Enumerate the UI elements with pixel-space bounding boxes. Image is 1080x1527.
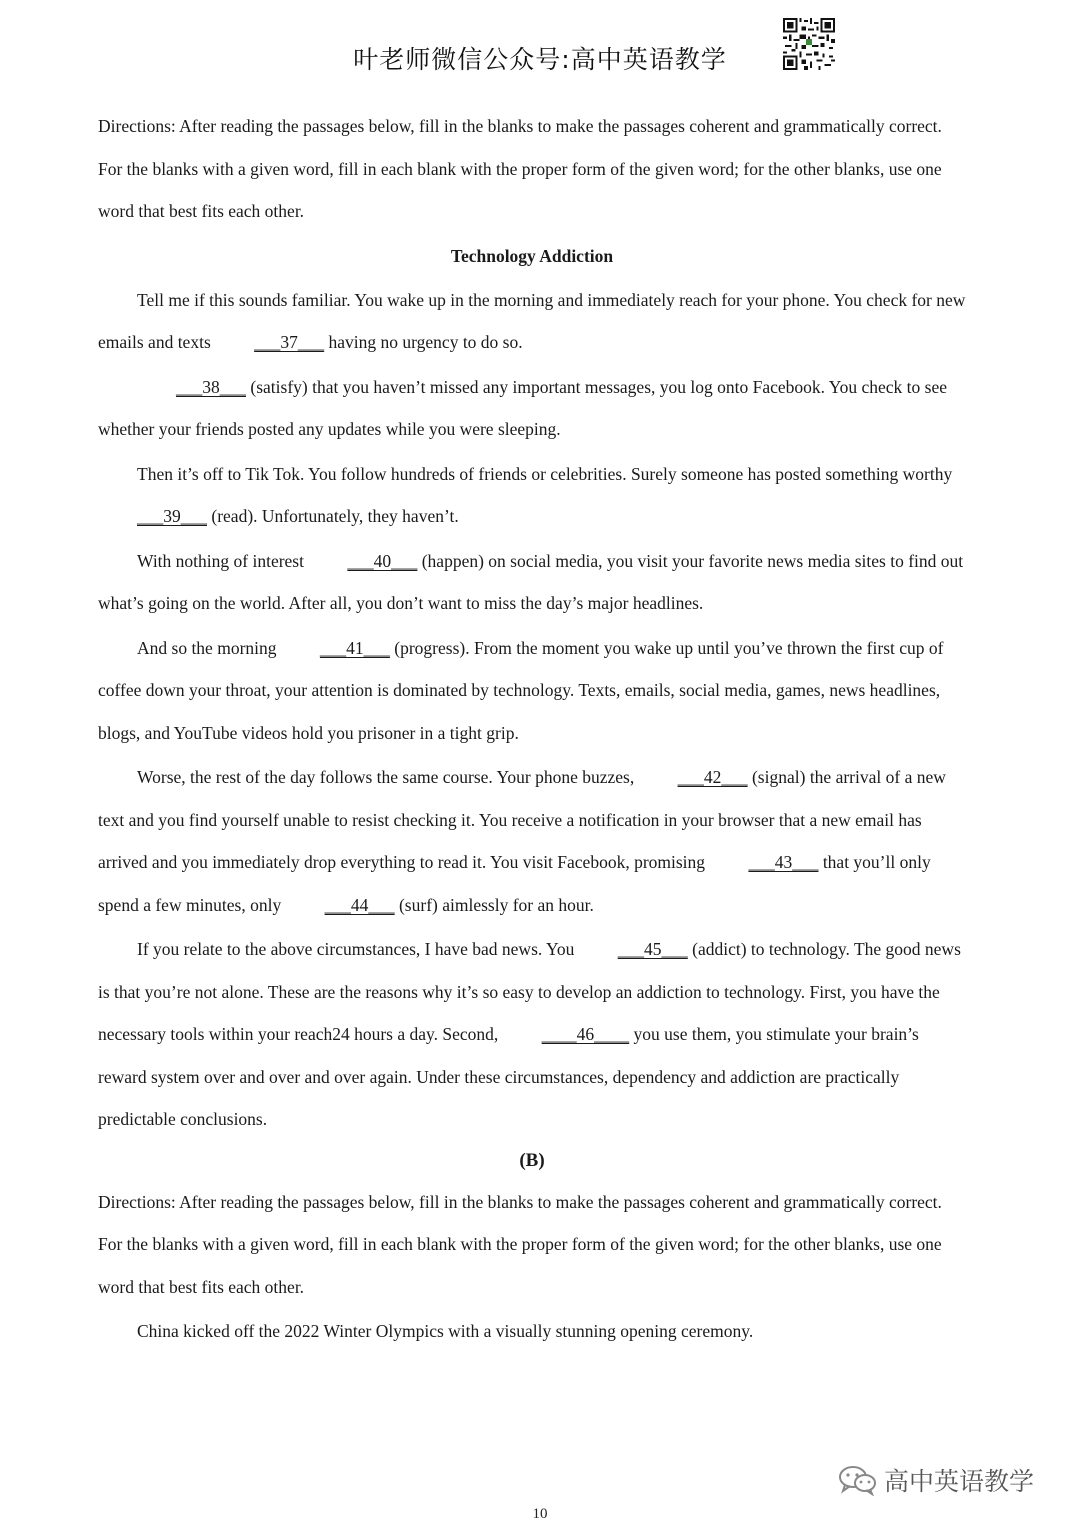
blank-41: ___41___	[319, 637, 390, 658]
paragraph-6: Worse, the rest of the day follows the same course. Your phone buzzes, ___42___ (signal) the arrival of a new text and you find yourself unable to resist checking it. You receive a notification in your browser that a new email has arrived and you immediately drop everything to read it. You visit Facebook, promising ___43___ that you’ll only spend a few minutes, only ___44___ (surf) aimlessly for an hour.	[98, 756, 966, 926]
passage-title: Technology Addiction	[450, 245, 614, 266]
blank-44: ___44___	[324, 894, 395, 915]
blank-45: ___45___	[617, 939, 688, 959]
paragraph-2: ___38___ (satisfy) that you haven’t missed any important messages, you log onto Facebook. You check to see whether your friends posted any updates while you were sleeping.	[98, 366, 966, 451]
paragraph-b1: China kicked off the 2022 Winter Olympics with a visually stunning opening ceremony.	[137, 1321, 754, 1341]
directions-a: Directions: After reading the passages below, fill in the blanks to make the passages coherent and grammatically correct. For the blanks with a given word, fill in each blank with the proper form of the given word; for the other blanks, use one word that best fits each other.	[98, 116, 942, 221]
page-number: 10	[532, 1506, 548, 1522]
blank-43: ___43___	[748, 852, 819, 872]
blank-37: ___37___	[254, 332, 325, 352]
blank-40: ___40___	[347, 550, 418, 571]
exam-content	[98, 105, 966, 1353]
qr-code-icon	[783, 18, 835, 70]
paragraph-7: If you relate to the above circumstances, I have bad news. You ___45___ (addict) to technology. The good news is that you’re not alone. These are the reasons why it’s so easy to develop an addiction to technology. First, you have the necessary tools within your reach24 hours a day. Second, ____46____ you use them, you stimulate your brain’s reward system over and over and over again. Under these circumstances, dependency and addiction are practically predictable conclusions.	[98, 928, 966, 1141]
blank-39: ___39___	[137, 506, 207, 526]
wechat-icon	[838, 1464, 878, 1496]
directions-b: Directions: After reading the passages below, fill in the blanks to make the passages coherent and grammatically correct. For the blanks with a given word, fill in each blank with the proper form of the given word; for the other blanks, use one word that best fits each other.	[98, 1191, 942, 1297]
page-header: 叶老师微信公众号:高中英语教学	[353, 45, 727, 74]
paragraph-3: Then it’s off to Tik Tok. You follow hundreds of friends or celebrities. Surely someone has posted something worthy ___39___ (read). Unfortunately, they haven’t.	[98, 453, 966, 538]
section-b-label: (B)	[519, 1149, 545, 1171]
paragraph-5: And so the morning ___41___ (progress). From the moment you wake up until you’ve thrown the first cup of coffee down your throat, your attention is dominated by technology. Texts, emails, social media, games, news headlines, blogs, and YouTube videos hold you prisoner in a tight grip.	[98, 627, 966, 755]
paragraph-4: With nothing of interest ___40___ (happen) on social media, you visit your favorite news media sites to find out what’s going on the world. After all, you don’t want to miss the day’s major headlines.	[98, 540, 966, 625]
watermark-text: 高中英语教学	[884, 1467, 1035, 1496]
blank-38: ___38___	[176, 376, 246, 397]
blank-42: ___42___	[677, 767, 748, 787]
wechat-watermark	[838, 1462, 1034, 1498]
blank-46: ____46____	[541, 1024, 630, 1044]
paragraph-1: Tell me if this sounds familiar. You wake up in the morning and immediately reach for your phone. You check for new emails and texts ___37___ having no urgency to do so.	[98, 279, 966, 364]
